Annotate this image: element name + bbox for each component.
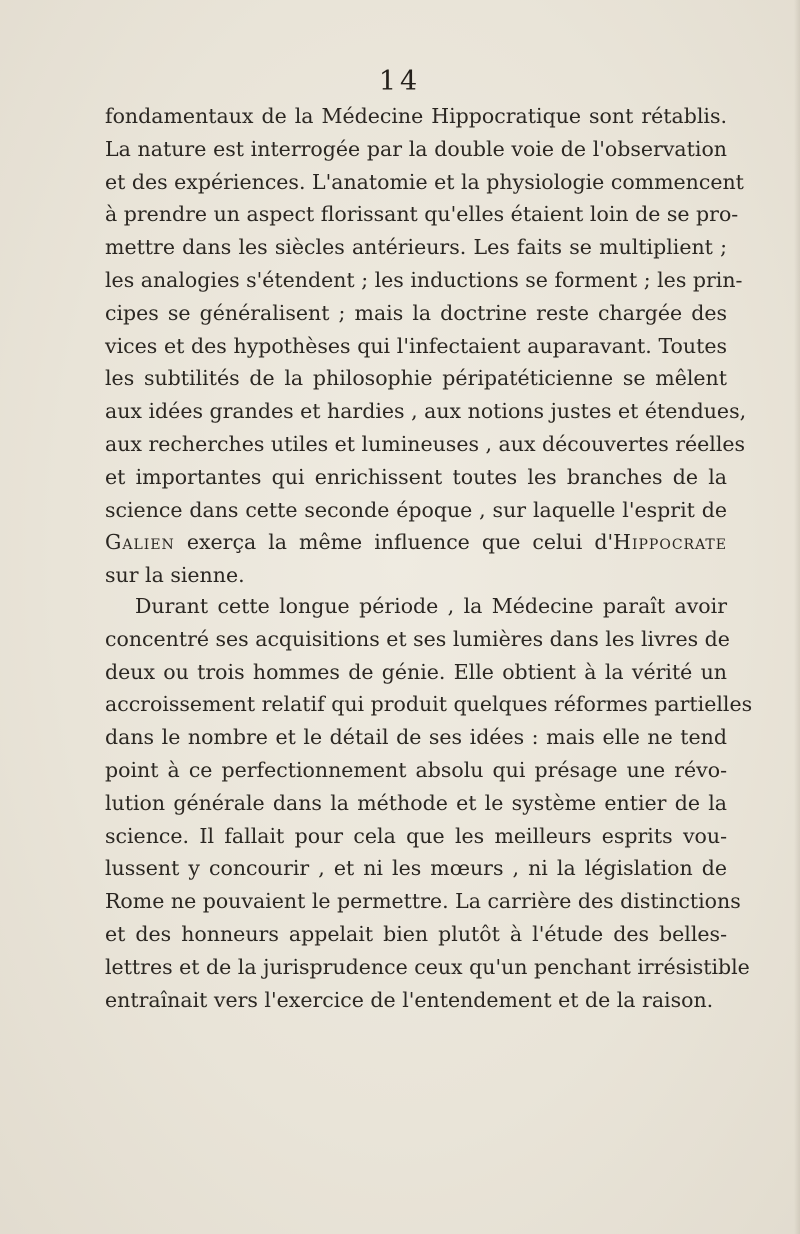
text-line: aux recherches utiles et lumineuses , aux découvertes réelles [105, 431, 746, 456]
text-line: lution générale dans la méthode et le système entier de la [105, 790, 727, 815]
text-line: Durant cette longue période , la Médecine paraît avoir [135, 594, 727, 618]
text-line: et des expériences. L'anatomie et la physiologie commencent [105, 169, 744, 194]
text-line: fondamentaux de la Médecine Hippocratique sont rétablis. [105, 104, 727, 128]
text-line: à prendre un aspect florissant qu'elles étaient loin de se pro- [105, 202, 739, 227]
text-line: point à ce perfectionnement absolu qui présage une révo- [105, 757, 727, 782]
text-line: vices et des hypothèses qui l'infectaient auparavant. Toutes [105, 333, 727, 358]
text-line: les analogies s'étendent ; les inductions se forment ; les prin- [105, 267, 743, 292]
text-line: les subtilités de la philosophie péripatéticienne se mêlent [105, 366, 727, 391]
text-line: science. Il fallait pour cela que les meilleurs esprits vou- [105, 823, 727, 848]
text-line: accroissement relatif qui produit quelques réformes partielles [105, 692, 753, 717]
name-galien: Galien [105, 530, 175, 555]
text-fragment: exerça la même influence que celui d' [174, 530, 614, 555]
text-line: lettres et de la jurisprudence ceux qu'un penchant irrésistible [105, 954, 750, 979]
text-line: sur la sienne. [105, 563, 245, 588]
text-line: La nature est interrogée par la double voie de l'observation [105, 136, 727, 161]
text-line: lussent y concourir , et ni les mœurs , ni la législation de [105, 856, 727, 881]
text-line: Rome ne pouvaient le permettre. La carrière des distinctions [105, 889, 741, 914]
name-hippocrate: Hippocrate [613, 530, 727, 555]
text-line-names [105, 526, 727, 559]
paragraph-2 [105, 590, 753, 1016]
page-edge-shadow [794, 0, 800, 1234]
text-line: aux idées grandes et hardies , aux notions justes et étendues, [105, 399, 747, 424]
text-line: concentré ses acquisitions et ses lumières dans les livres de [105, 626, 730, 651]
text-line: mettre dans les siècles antérieurs. Les faits se multiplient ; [105, 235, 727, 260]
paragraph-1 [105, 100, 747, 592]
text-line: science dans cette seconde époque , sur laquelle l'esprit de [105, 497, 727, 522]
text-line: cipes se généralisent ; mais la doctrine reste chargée des [105, 300, 727, 325]
text-line: entraînait vers l'exercice de l'entendement et de la raison. [105, 987, 714, 1012]
text-line: deux ou trois hommes de génie. Elle obtient à la vérité un [105, 659, 727, 684]
page-number: 14 [378, 66, 422, 97]
text-line: et importantes qui enrichissent toutes les branches de la [105, 464, 727, 489]
text-line: et des honneurs appelait bien plutôt à l'étude des belles- [105, 921, 727, 946]
text-line: dans le nombre et le détail de ses idées : mais elle ne tend [105, 725, 727, 750]
